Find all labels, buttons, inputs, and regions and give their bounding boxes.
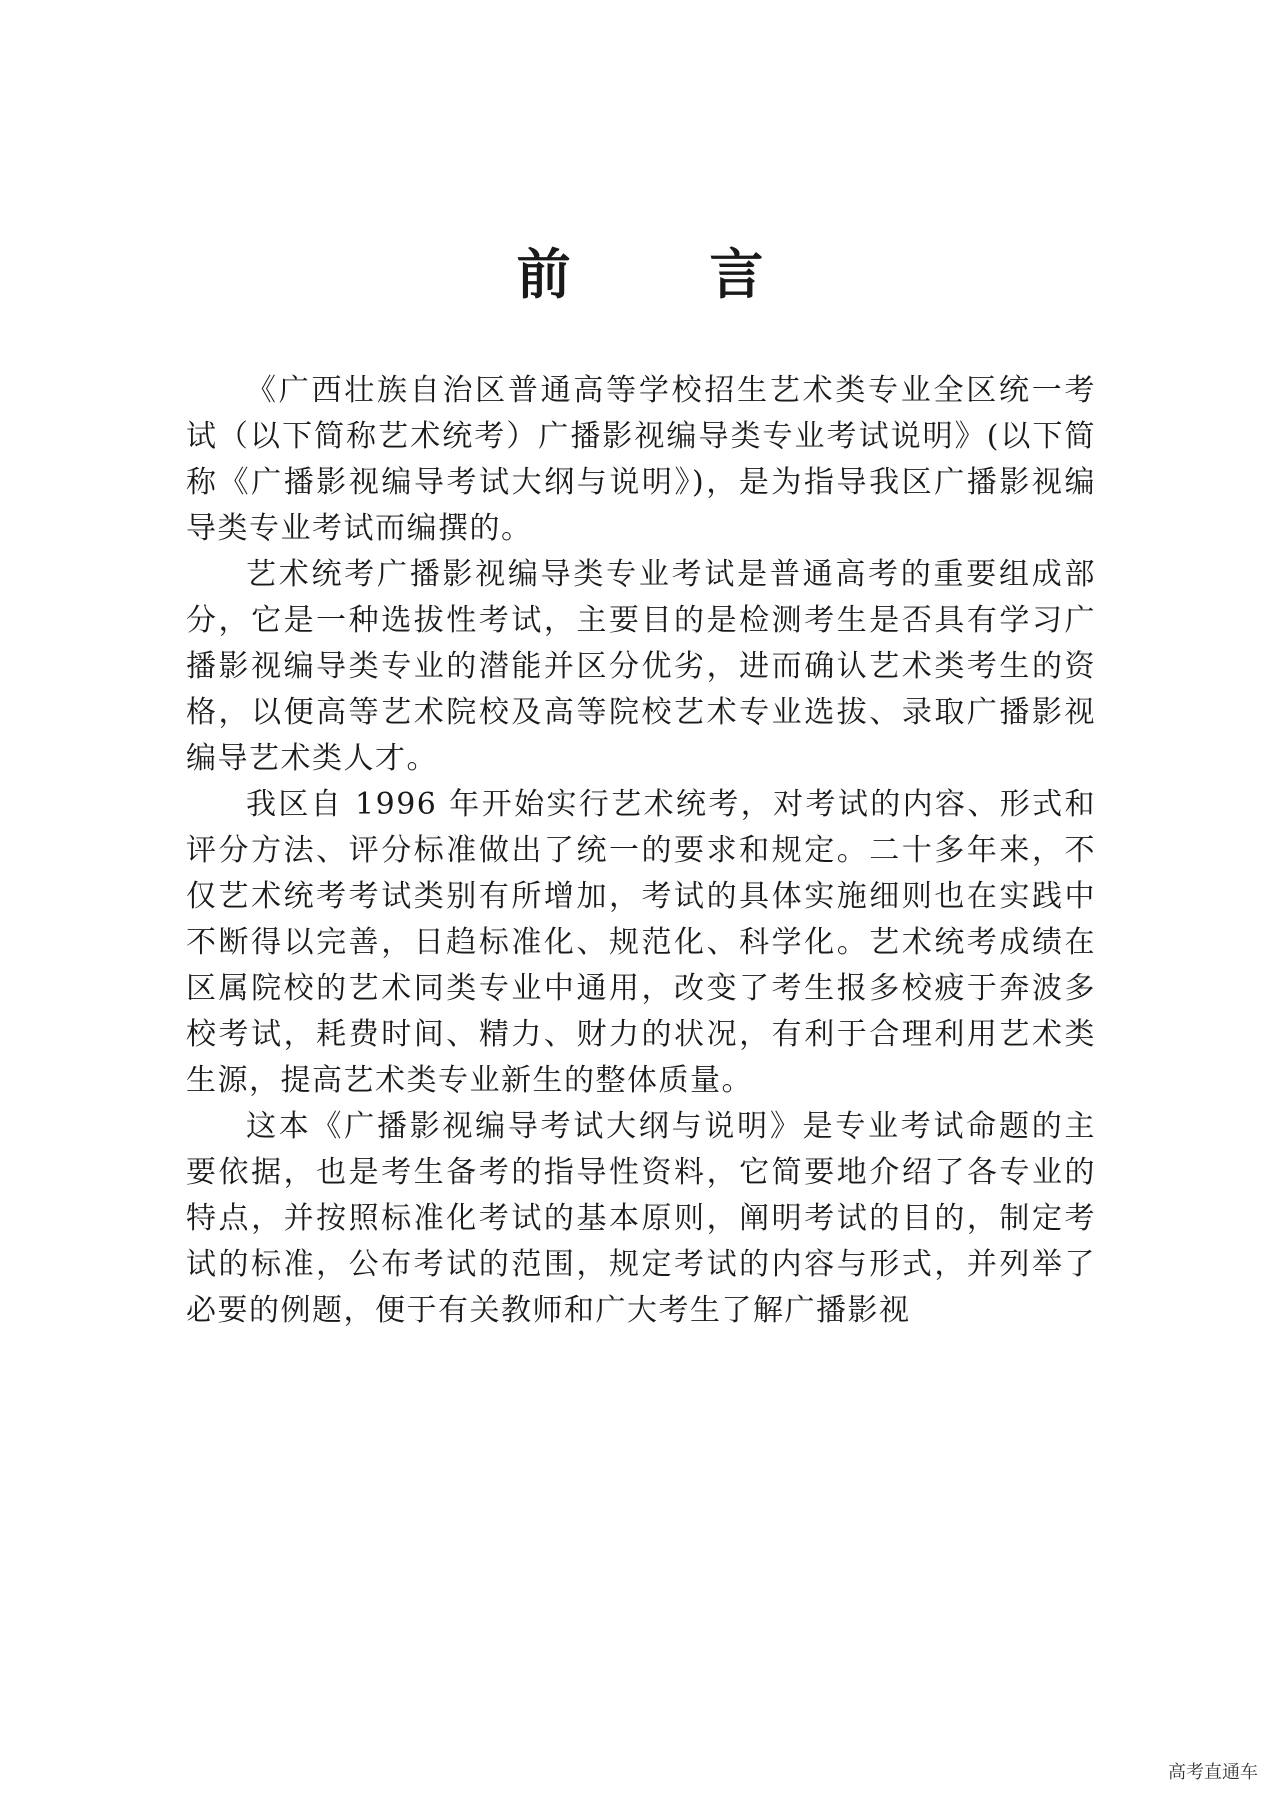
page-title: 前 言	[516, 242, 824, 306]
paragraph-3: 我区自 1996 年开始实行艺术统考，对考试的内容、形式和评分方法、评分标准做出了统一的要求和规定。二十多年来，不仅艺术统考考试类别有所增加，考试的具体实施细则也在实践中不断得以完善，日趋标准化、规范化、科学化。艺术统考成绩在区属院校的艺术同类专业中通用，改变了考生报多校疲于奔波多校考试，耗费时间、精力、财力的状况，有利于合理利用艺术类生源，提高艺术类专业新生的整体质量。	[186, 787, 1096, 1098]
document-body	[186, 368, 1096, 1334]
watermark-text: 高考直通车	[1168, 1762, 1258, 1783]
paragraph-2: 艺术统考广播影视编导类专业考试是普通高考的重要组成部分，它是一种选拔性考试，主要目的是检测考生是否具有学习广播影视编导类专业的潜能并区分优劣，进而确认艺术类考生的资格，以便高等艺术院校及高等院校艺术专业选拔、录取广播影视编导艺术类人才。	[186, 557, 1096, 776]
paragraph-1: 《广西壮族自治区普通高等学校招生艺术类专业全区统一考试（以下简称艺术统考）广播影视编导类专业考试说明》(以下简称《广播影视编导考试大纲与说明》)，是为指导我区广播影视编导类专业考试而编撰的。	[186, 373, 1096, 546]
paragraph-4: 这本《广播影视编导考试大纲与说明》是专业考试命题的主要依据，也是考生备考的指导性资料，它简要地介绍了各专业的特点，并按照标准化考试的基本原则，阐明考试的目的，制定考试的标准，公布考试的范围，规定考试的内容与形式，并列举了必要的例题，便于有关教师和广大考生了解广播影视	[186, 1109, 1096, 1328]
